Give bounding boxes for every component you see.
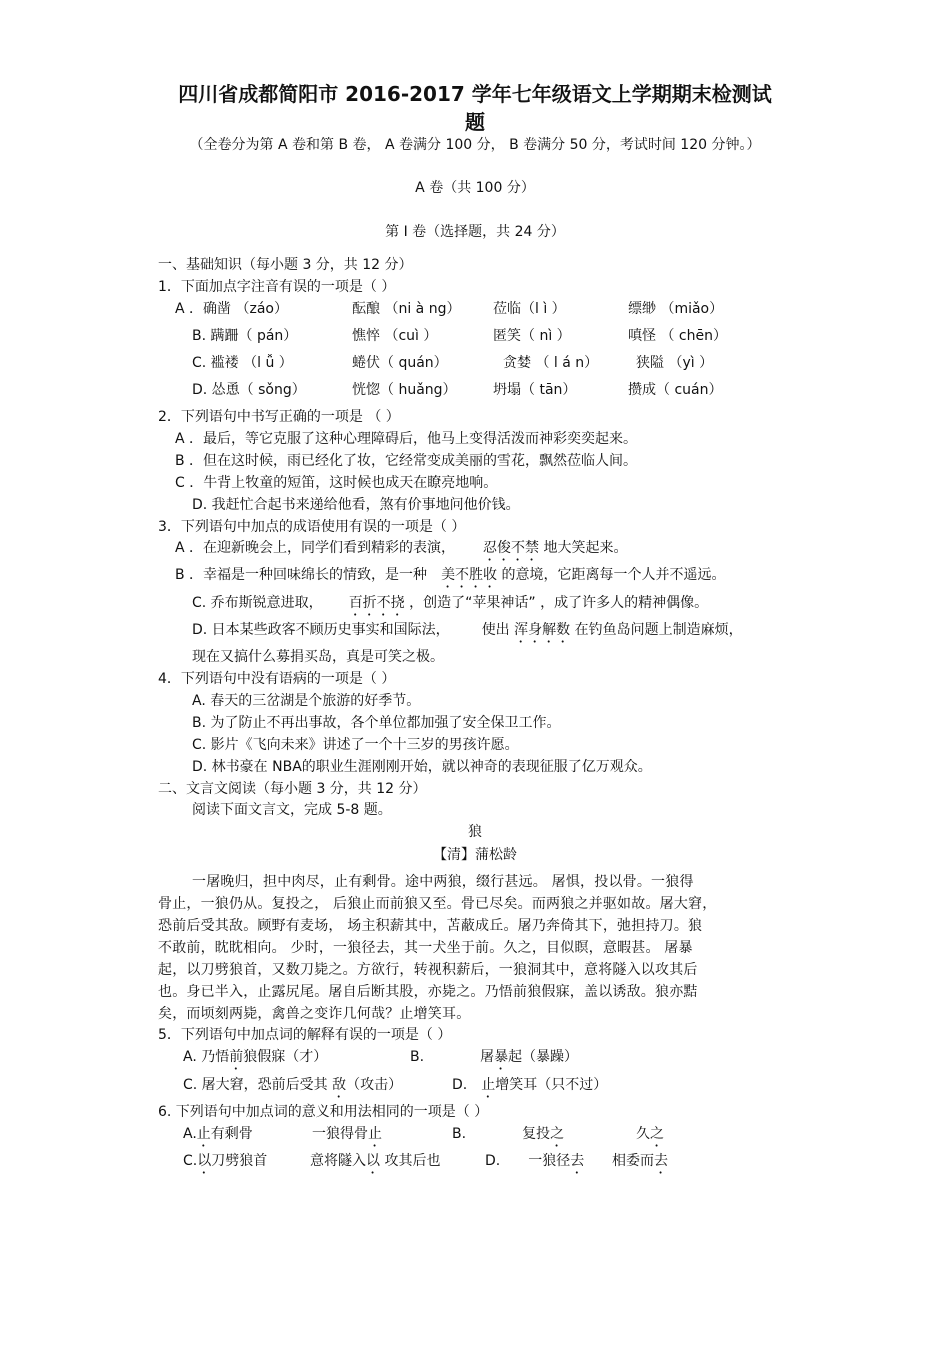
q3-option-d: D. 日本某些政客不顾历史事实和国际法， 使出 浑身解数 在钓鱼岛问题上制造麻烦， — [192, 622, 743, 638]
q6-option-c-pair: 意将隧入以 攻其后也 — [310, 1153, 441, 1169]
q4-option-b: B. 为了防止不再出事故，各个单位都加强了安全保卫工作。 — [192, 715, 561, 731]
q1-option-c2: 蜷伏（ quán） — [352, 355, 448, 371]
q1-option-b4: 嗔怪 （ chēn） — [628, 328, 727, 344]
q4-option-a: A. 春天的三岔湖是个旅游的好季节。 — [192, 693, 421, 709]
q3-idiom-a: 忍俊不禁 — [483, 540, 540, 556]
q1-option-c1: C. 褴褛 （l ǚ ） — [192, 355, 293, 371]
q1-option-b3: 匿笑（ nì ） — [493, 328, 571, 344]
q3-option-b: B ．幸福是一种回味绵长的情致，是一种 美不胜收 的意境，它距离每一个人并不遥远。 — [175, 567, 726, 583]
q3-stem: 3．下列语句中加点的成语使用有误的一项是（ ） — [158, 519, 466, 535]
q4-option-d: D. 林书豪在 NBA的职业生涯刚刚开始，就以神奇的表现征服了亿万观众。 — [192, 759, 652, 775]
q3-idiom-c: 百折不挠 — [348, 595, 405, 611]
q3-option-c: C. 乔布斯锐意进取， 百折不挠 ，创造了“苹果神话” ，成了许多人的精神偶像。 — [192, 595, 709, 611]
exam-title-line2: 题 — [465, 110, 485, 134]
q2-option-b: B ．但在这时候，雨已经化了妆，它经常变成美丽的雪花，飘然莅临人间。 — [175, 453, 638, 469]
passage-line: 起，以刀劈狼首，又数刀毙之。方欲行，转视积薪后，一狼洞其中，意将隧入以攻其后 — [158, 962, 698, 978]
q1-option-b2: 憔悴 （cuì ） — [352, 328, 438, 344]
passage-title: 狼 — [468, 824, 482, 840]
q1-option-a1: A ．确凿 （záo） — [175, 301, 288, 317]
part-1-heading: 一、基础知识（每小题 3 分，共 12 分） — [158, 257, 413, 273]
q2-option-c: C ．牛背上牧童的短笛，这时候也成天在瞭亮地响。 — [175, 475, 498, 491]
section-1-heading: 第 Ⅰ 卷（选择题，共 24 分） — [385, 224, 565, 240]
passage-line: 矣，而顷刻两毙，禽兽之变诈几何哉？止增笑耳。 — [158, 1006, 471, 1022]
q1-option-c4: 狭隘 （yì ） — [636, 355, 714, 371]
q5-option-d: D. 止增笑耳（只不过） — [452, 1077, 608, 1093]
q1-option-a2: 酝酿 （ni à ng） — [352, 301, 461, 317]
q3-option-a: A ．在迎新晚会上，同学们看到精彩的表演， 忍俊不禁 地大笑起来。 — [175, 540, 628, 556]
q6-option-b-pair: 久之 — [636, 1126, 664, 1142]
q5-stem: 5．下列语句中加点词的解释有误的一项是（ ） — [158, 1027, 452, 1043]
q1-option-a4: 缥缈 （miǎo） — [628, 301, 724, 317]
q1-option-b1: B. 蹒跚（ pán） — [192, 328, 298, 344]
passage-line: 骨止，一狼仍从。复投之， 后狼止而前狼又至。骨已尽矣。而两狼之并驱如故。屠大窘， — [158, 896, 717, 912]
q1-option-a3: 莅临（l ì ） — [493, 301, 566, 317]
passage-line: 一屠晚归，担中肉尽，止有剩骨。途中两狼，缀行甚远。 屠惧，投以骨。一狼得 — [192, 874, 694, 890]
q6-option-b: B. 复投之 — [452, 1126, 565, 1142]
q6-option-a-pair: 一狼得骨止 — [312, 1126, 382, 1142]
q4-option-c: C. 影片《飞向未来》讲述了一个十三岁的男孩许愿。 — [192, 737, 519, 753]
q4-stem: 4．下列语句中没有语病的一项是（ ） — [158, 671, 396, 687]
q6-option-a: A.止有剩骨 — [183, 1126, 253, 1142]
q6-stem: 6. 下列语句中加点词的意义和用法相同的一项是（ ） — [158, 1104, 489, 1120]
q1-option-c3: 贪婪 （ l á n） — [503, 355, 599, 371]
q5-option-a: A. 乃悟前狼假寐（才） — [183, 1049, 328, 1065]
exam-title-line1: 四川省成都简阳市 2016-2017 学年七年级语文上学期期末检测试 — [178, 82, 772, 106]
passage-line: 不敢前，眈眈相向。 少时，一狼径去，其一犬坐于前。久之，目似瞑，意暇甚。 屠暴 — [158, 940, 693, 956]
exam-note: （全卷分为第 A 卷和第 B 卷， A 卷满分 100 分， B 卷满分 50 分，考试时间 120 分钟。） — [189, 137, 761, 153]
q2-option-a: A ．最后，等它克服了这种心理障碍后，他马上变得活泼而神彩奕奕起来。 — [175, 431, 638, 447]
q2-option-d: D. 我赶忙合起书来递给他看，煞有价事地问他价钱。 — [192, 497, 520, 513]
passage-line: 也。身已半入，止露尻尾。屠自后断其股，亦毙之。乃悟前狼假寐，盖以诱敌。狼亦黠 — [158, 984, 698, 1000]
q2-stem: 2．下列语句中书写正确的一项是 （ ） — [158, 409, 400, 425]
q3-idiom-b: 美不胜收 — [441, 567, 498, 583]
q5-option-b: B. 屠暴起（暴躁） — [410, 1049, 579, 1065]
part-2-instruction: 阅读下面文言文，完成 5-8 题。 — [192, 802, 392, 818]
q3-option-d-cont: 现在又搞什么募捐买岛，真是可笑之极。 — [192, 649, 444, 665]
q1-stem: 1．下面加点字注音有误的一项是（ ） — [158, 279, 396, 295]
q5-option-c: C. 屠大窘，恐前后受其 敌（攻击） — [183, 1077, 403, 1093]
part-2-heading: 二、文言文阅读（每小题 3 分，共 12 分） — [158, 781, 427, 797]
passage-author: 【清】蒲松龄 — [433, 847, 517, 863]
q1-option-d4: 攒成（ cuán） — [628, 382, 723, 398]
q1-option-d2: 恍惚（ huǎng） — [352, 382, 457, 398]
passage-line: 恐前后受其敌。顾野有麦场， 场主积薪其中，苫蔽成丘。屠乃奔倚其下，弛担持刀。狼 — [158, 918, 703, 934]
q1-option-d3: 坍塌（ tān） — [493, 382, 577, 398]
paper-a-heading: A 卷（共 100 分） — [415, 180, 535, 196]
q6-option-d: D. 一狼径去 — [485, 1153, 585, 1169]
q6-option-c: C.以刀劈狼首 — [183, 1153, 268, 1169]
q6-option-d-pair: 相委而去 — [612, 1153, 668, 1169]
q1-option-d1: D. 怂恿（ sǒng） — [192, 382, 306, 398]
q3-idiom-d: 浑身解数 — [514, 622, 571, 638]
